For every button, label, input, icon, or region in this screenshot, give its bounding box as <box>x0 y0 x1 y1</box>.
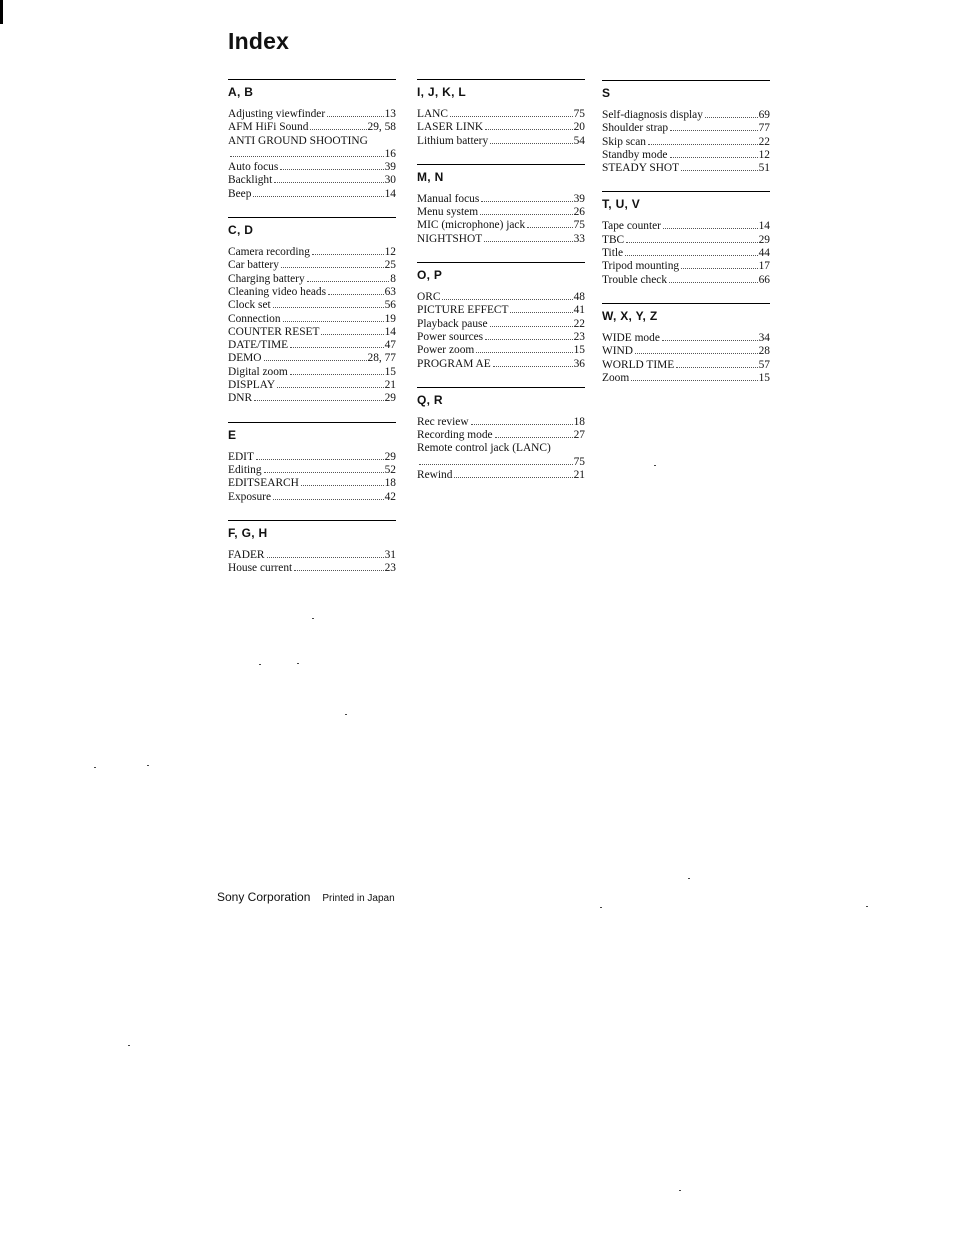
dot-leader <box>312 254 384 255</box>
entry-page-number: 77 <box>758 122 770 135</box>
dot-leader <box>625 255 758 256</box>
scan-speck <box>679 1190 681 1191</box>
index-entry <box>228 366 396 379</box>
dot-leader <box>281 267 384 268</box>
index-section-o-p <box>417 262 585 371</box>
entry-second-line <box>228 148 396 161</box>
dot-leader <box>471 424 573 425</box>
index-entry <box>417 108 585 121</box>
entry-term: Power sources <box>417 330 484 343</box>
entry-page-number: 18 <box>573 415 585 428</box>
entry-term: Car battery <box>228 259 279 272</box>
entry-page-number: 56 <box>384 299 396 312</box>
entry-term: Charging battery <box>228 272 305 285</box>
entry-term: PROGRAM AE <box>417 357 491 370</box>
scan-speck <box>128 1045 130 1046</box>
entry-page-number: 75 <box>573 455 585 468</box>
entry-term: DEMO <box>228 352 262 365</box>
index-column-1 <box>228 79 396 591</box>
dot-leader <box>307 281 390 282</box>
section-heading: C, D <box>228 223 254 238</box>
index-section-s <box>602 80 770 175</box>
entry-page-number: 29 <box>384 450 396 463</box>
index-entry <box>417 121 585 134</box>
entry-page-number: 29 <box>384 392 396 405</box>
dot-leader <box>631 380 757 381</box>
index-section-w-x-y-z <box>602 303 770 385</box>
index-entry <box>228 464 396 477</box>
entry-list <box>228 246 396 406</box>
entry-page-number: 69 <box>758 109 770 121</box>
index-entry <box>417 331 585 344</box>
entry-term: EDIT <box>228 450 254 463</box>
entry-term: AFM HiFi Sound <box>228 121 309 134</box>
entry-term: Shoulder strap <box>602 122 669 135</box>
dot-leader <box>490 326 573 327</box>
dot-leader <box>670 130 757 131</box>
index-entry <box>228 108 396 121</box>
entry-first-line <box>417 442 585 455</box>
section-heading: W, X, Y, Z <box>602 308 658 323</box>
entry-term: Trouble check <box>602 273 668 286</box>
entry-second-line <box>417 456 585 469</box>
scan-speck <box>312 618 314 619</box>
dot-leader <box>321 334 383 335</box>
entry-page-number: 18 <box>384 477 396 490</box>
entry-page-number: 47 <box>384 339 396 352</box>
entry-term: ANTI GROUND SHOOTING <box>228 134 368 147</box>
entry-page-number: 27 <box>573 429 585 442</box>
dot-leader <box>301 485 384 486</box>
index-section-e <box>228 422 396 504</box>
entry-page-number: 75 <box>573 108 585 120</box>
index-entry <box>602 332 770 345</box>
dot-leader <box>274 182 383 183</box>
scan-speck <box>600 907 602 908</box>
section-heading: Q, R <box>417 392 443 407</box>
entry-page-number: 34 <box>758 331 770 344</box>
dot-leader <box>485 339 572 340</box>
section-heading: E <box>228 427 237 442</box>
index-entry <box>417 429 585 442</box>
index-section-t-u-v <box>602 191 770 286</box>
entry-page-number: 75 <box>573 219 585 232</box>
entry-term: Exposure <box>228 490 272 503</box>
section-heading: T, U, V <box>602 197 641 212</box>
entry-term: Beep <box>228 187 252 200</box>
index-entry <box>417 219 585 232</box>
dot-leader <box>626 242 757 243</box>
entry-term: LANC <box>417 108 449 120</box>
dot-leader <box>670 157 758 158</box>
index-entry <box>602 274 770 287</box>
entry-term: Backlight <box>228 174 273 187</box>
entry-term: Digital zoom <box>228 365 288 378</box>
entry-page-number: 29 <box>758 233 770 246</box>
footer-printed-in: Printed in Japan <box>322 893 395 904</box>
index-entry <box>602 359 770 372</box>
index-entry <box>417 304 585 317</box>
scan-speck <box>345 714 347 715</box>
entry-page-number: 48 <box>573 291 585 304</box>
index-section-f-g-h <box>228 520 396 576</box>
index-entry <box>228 299 396 312</box>
entry-term: Zoom <box>602 371 630 384</box>
dot-leader <box>454 477 572 478</box>
entry-term: Remote control jack (LANC) <box>417 442 551 455</box>
dot-leader <box>230 156 384 157</box>
entry-term: WORLD TIME <box>602 358 675 371</box>
entry-page-number: 22 <box>758 135 770 148</box>
entry-page-number: 66 <box>758 273 770 286</box>
index-entry <box>228 491 396 504</box>
entry-term: ORC <box>417 291 441 304</box>
scan-speck <box>147 765 149 766</box>
entry-term: DISPLAY <box>228 379 276 392</box>
dot-leader <box>662 340 758 341</box>
entry-page-number: 14 <box>384 187 396 200</box>
dot-leader <box>484 241 572 242</box>
dot-leader <box>450 116 573 117</box>
entry-page-number: 23 <box>384 562 396 575</box>
entry-term: Tape counter <box>602 220 661 233</box>
entry-page-number: 13 <box>384 108 396 120</box>
index-entry <box>228 286 396 299</box>
entry-term: Menu system <box>417 206 479 219</box>
entry-page-number: 12 <box>384 246 396 259</box>
entry-page-number: 15 <box>573 344 585 357</box>
dot-leader <box>527 227 572 228</box>
index-entry <box>228 174 396 187</box>
index-entry <box>417 291 585 304</box>
entry-term: Skip scan <box>602 135 646 148</box>
entry-page-number: 25 <box>384 259 396 272</box>
dot-leader <box>676 367 757 368</box>
dot-leader <box>310 129 366 130</box>
entry-term: Power zoom <box>417 344 475 357</box>
entry-page-number: 44 <box>758 247 770 260</box>
index-section-q-r <box>417 387 585 482</box>
entry-term: Adjusting viewfinder <box>228 108 326 120</box>
section-heading: M, N <box>417 169 444 184</box>
index-entry <box>228 161 396 174</box>
index-column-2 <box>417 79 585 498</box>
entry-page-number: 14 <box>758 220 770 233</box>
entry-term: Tripod mounting <box>602 260 680 273</box>
entry-page-number: 8 <box>390 272 396 285</box>
entry-page-number: 22 <box>573 317 585 330</box>
entry-page-number: 39 <box>573 192 585 205</box>
entry-list <box>228 549 396 576</box>
entry-term: Rec review <box>417 415 469 428</box>
entry-term: Title <box>602 247 624 260</box>
section-heading: I, J, K, L <box>417 85 467 99</box>
index-entry <box>228 352 396 365</box>
index-entry <box>228 379 396 392</box>
entry-page-number: 31 <box>384 548 396 561</box>
entry-term: TBC <box>602 233 625 246</box>
index-entry <box>228 273 396 286</box>
entry-term: Clock set <box>228 299 271 312</box>
entry-first-line <box>228 135 396 148</box>
index-entry <box>602 109 770 122</box>
dot-leader <box>256 459 384 460</box>
dot-leader <box>480 214 573 215</box>
entry-page-number: 36 <box>573 357 585 370</box>
entry-term: LASER LINK <box>417 121 484 134</box>
dot-leader <box>663 228 758 229</box>
entry-term: Rewind <box>417 469 453 482</box>
dot-leader <box>635 353 758 354</box>
index-entry <box>602 220 770 233</box>
dot-leader <box>273 499 384 500</box>
index-entry <box>228 477 396 490</box>
entry-list <box>417 416 585 482</box>
entry-page-number: 14 <box>384 325 396 338</box>
dot-leader <box>294 570 383 571</box>
footer-company: Sony Corporation <box>217 890 311 904</box>
index-entry <box>602 149 770 162</box>
scan-speck <box>94 767 96 768</box>
entry-term: MIC (microphone) jack <box>417 219 526 232</box>
index-entry <box>602 122 770 135</box>
index-entry <box>417 318 585 331</box>
dot-leader <box>681 170 758 171</box>
entry-list <box>602 109 770 175</box>
entry-page-number: 39 <box>384 161 396 174</box>
entry-page-number: 33 <box>573 232 585 245</box>
index-entry <box>602 345 770 358</box>
entry-page-number: 23 <box>573 330 585 343</box>
entry-page-number: 42 <box>384 490 396 503</box>
entry-term: DATE/TIME <box>228 339 289 352</box>
index-entry <box>228 326 396 339</box>
entry-page-number: 29, 58 <box>367 121 396 134</box>
entry-page-number: 52 <box>384 463 396 476</box>
entry-term: Recording mode <box>417 429 493 442</box>
dot-leader <box>485 129 572 130</box>
entry-page-number: 20 <box>573 121 585 134</box>
index-section-c-d <box>228 217 396 406</box>
index-section-a-b <box>228 79 396 201</box>
index-entry <box>602 372 770 385</box>
dot-leader <box>681 268 757 269</box>
index-entry <box>602 260 770 273</box>
dot-leader <box>283 321 384 322</box>
index-entry <box>417 416 585 429</box>
dot-leader <box>510 312 572 313</box>
index-entry <box>228 562 396 575</box>
dot-leader <box>705 117 758 118</box>
index-entry <box>228 121 396 134</box>
index-entry <box>228 549 396 562</box>
entry-term: Auto focus <box>228 161 279 174</box>
entry-page-number: 28 <box>758 345 770 358</box>
index-entry <box>602 247 770 260</box>
index-entry <box>602 136 770 149</box>
entry-page-number: 57 <box>758 358 770 371</box>
section-heading: S <box>602 86 611 100</box>
entry-term: Editing <box>228 463 262 476</box>
entry-list <box>602 332 770 385</box>
entry-list <box>417 291 585 371</box>
index-entry <box>417 469 585 482</box>
entry-term: House current <box>228 562 293 575</box>
entry-term: WIDE mode <box>602 331 660 344</box>
entry-term: Camera recording <box>228 246 310 259</box>
entry-page-number: 15 <box>384 365 396 378</box>
dot-leader <box>267 557 384 558</box>
scan-speck <box>866 906 868 907</box>
index-entry <box>602 162 770 175</box>
index-entry <box>228 246 396 259</box>
dot-leader <box>648 144 758 145</box>
index-entry <box>228 313 396 326</box>
entry-page-number: 63 <box>384 285 396 298</box>
index-entry <box>228 451 396 464</box>
entry-page-number: 21 <box>573 469 585 482</box>
entry-term: Connection <box>228 312 281 325</box>
entry-page-number: 28, 77 <box>367 352 396 365</box>
dot-leader <box>273 307 384 308</box>
index-entry <box>602 234 770 247</box>
scan-speck <box>654 465 656 466</box>
scan-edge-mark <box>0 0 3 24</box>
entry-page-number: 54 <box>573 134 585 147</box>
entry-term: Lithium battery <box>417 134 489 147</box>
entry-page-number: 19 <box>384 312 396 325</box>
index-entry <box>417 442 585 469</box>
entry-term: EDITSEARCH <box>228 477 299 490</box>
entry-page-number: 26 <box>573 206 585 219</box>
index-entry <box>228 135 396 162</box>
entry-list <box>602 220 770 286</box>
index-section-m-n <box>417 164 585 246</box>
section-heading: O, P <box>417 268 443 283</box>
section-heading: A, B <box>228 85 254 99</box>
entry-list <box>417 193 585 246</box>
dot-leader <box>490 143 572 144</box>
entry-page-number: 21 <box>384 379 396 392</box>
entry-term: NIGHTSHOT <box>417 232 483 245</box>
entry-term: DNR <box>228 392 253 405</box>
scan-speck <box>297 663 299 664</box>
entry-term: COUNTER RESET <box>228 325 320 338</box>
entry-term: FADER <box>228 548 265 561</box>
entry-page-number: 16 <box>384 147 396 160</box>
entry-list <box>228 108 396 201</box>
index-section-i-j-k-l <box>417 79 585 148</box>
entry-term: Standby mode <box>602 148 668 161</box>
entry-term: Self-diagnosis display <box>602 109 703 121</box>
index-entry <box>417 344 585 357</box>
entry-term: STEADY SHOT <box>602 162 680 175</box>
index-entry <box>417 135 585 148</box>
dot-leader <box>442 299 572 300</box>
dot-leader <box>327 116 383 117</box>
dot-leader <box>254 400 384 401</box>
dot-leader <box>277 387 384 388</box>
scan-speck <box>688 878 690 879</box>
index-entry <box>417 358 585 371</box>
entry-term: PICTURE EFFECT <box>417 304 509 317</box>
entry-term: Cleaning video heads <box>228 285 327 298</box>
dot-leader <box>493 366 573 367</box>
index-entry <box>228 392 396 405</box>
section-heading: F, G, H <box>228 525 268 540</box>
dot-leader <box>481 201 572 202</box>
entry-term: WIND <box>602 345 633 358</box>
entry-term: Playback pause <box>417 317 488 330</box>
index-entry <box>417 233 585 246</box>
index-entry <box>417 193 585 206</box>
entry-page-number: 41 <box>573 304 585 317</box>
dot-leader <box>264 472 384 473</box>
dot-leader <box>253 196 383 197</box>
index-entry <box>417 206 585 219</box>
dot-leader <box>419 464 573 465</box>
dot-leader <box>669 282 758 283</box>
entry-page-number: 15 <box>758 371 770 384</box>
index-entry <box>228 259 396 272</box>
entry-page-number: 51 <box>758 162 770 175</box>
entry-list <box>417 108 585 148</box>
index-entry <box>228 188 396 201</box>
entry-list <box>228 451 396 504</box>
dot-leader <box>280 169 383 170</box>
entry-page-number: 30 <box>384 174 396 187</box>
dot-leader <box>495 437 573 438</box>
dot-leader <box>290 374 384 375</box>
index-column-3 <box>602 80 770 401</box>
page-title: Index <box>228 28 290 54</box>
page-footer <box>217 890 395 904</box>
entry-page-number: 12 <box>758 148 770 161</box>
dot-leader <box>328 294 384 295</box>
dot-leader <box>290 347 384 348</box>
dot-leader <box>476 352 572 353</box>
entry-term: Manual focus <box>417 192 480 205</box>
scan-speck <box>259 664 261 665</box>
dot-leader <box>264 360 367 361</box>
index-entry <box>228 339 396 352</box>
entry-page-number: 17 <box>758 260 770 273</box>
